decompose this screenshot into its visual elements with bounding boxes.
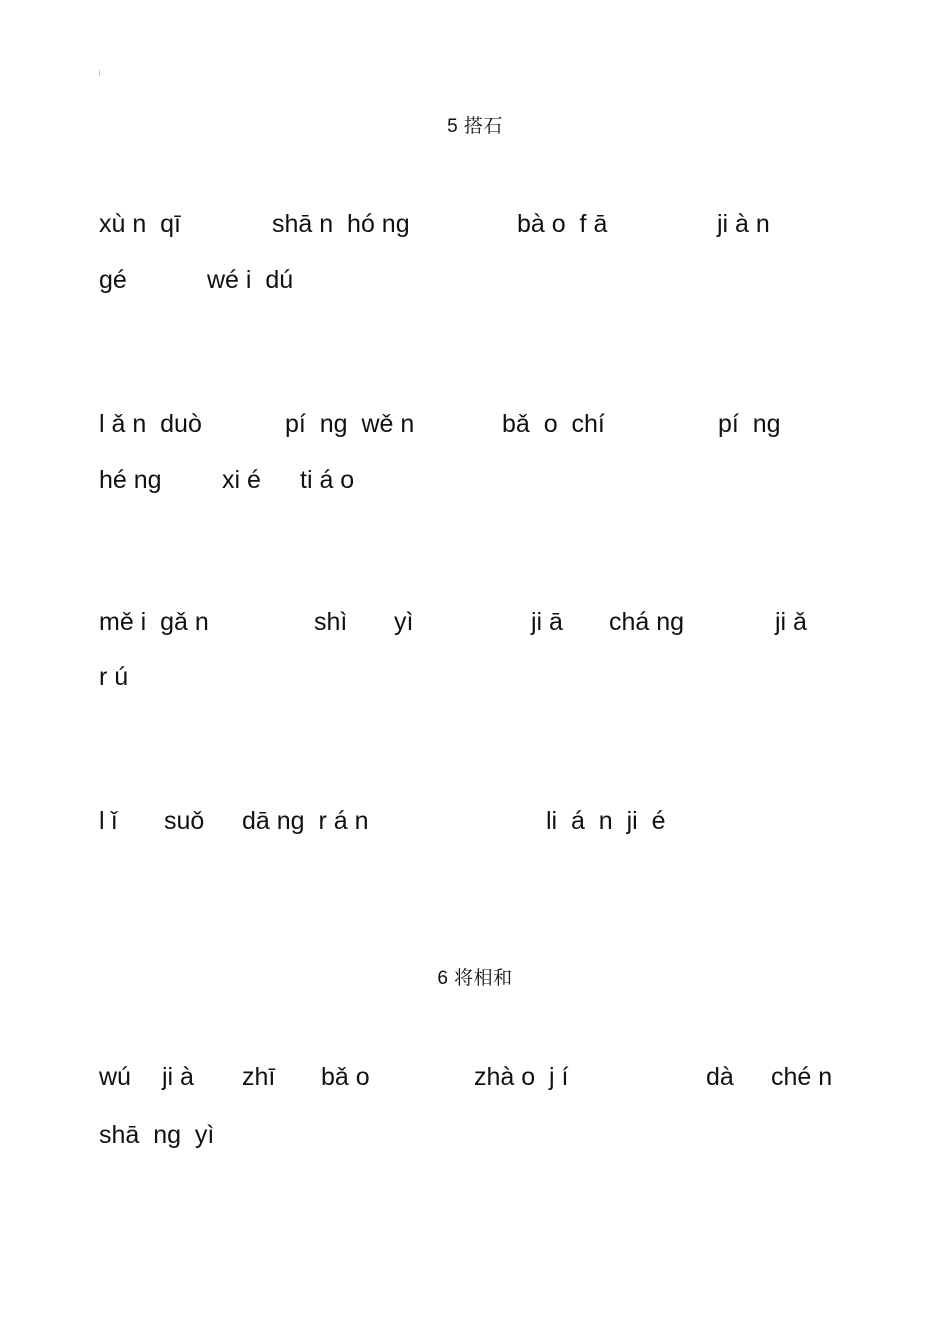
pinyin-word: r ú [99, 663, 129, 691]
pinyin-word: ché n [771, 1063, 833, 1091]
pinyin-word: zhī [242, 1063, 276, 1091]
pinyin-word: l ǐ [99, 807, 118, 835]
pinyin-word: wé i dú [207, 266, 294, 294]
pinyin-word: ji à n [717, 210, 770, 238]
pinyin-word: wú [99, 1063, 131, 1091]
pinyin-word: pí ng wě n [285, 410, 415, 438]
pinyin-word: hé ng [99, 466, 162, 494]
pinyin-word: yì [394, 608, 414, 636]
pinyin-word: chá ng [609, 608, 685, 636]
pinyin-word: ji à [162, 1063, 194, 1091]
pinyin-word: pí ng [718, 410, 781, 438]
pinyin-word: suǒ [164, 807, 205, 835]
pinyin-word: bǎ o [321, 1063, 370, 1091]
lesson-heading-6: 6 将相和 [437, 968, 513, 989]
pinyin-word: shā n hó ng [272, 210, 410, 238]
pinyin-word: xi é [222, 466, 261, 494]
corner-mark [99, 70, 100, 76]
pinyin-word: shì [314, 608, 348, 636]
pinyin-word: li á n ji é [546, 807, 666, 835]
pinyin-word: dà [706, 1063, 734, 1091]
pinyin-word: mě i gǎ n [99, 608, 209, 636]
pinyin-word: bǎ o chí [502, 410, 605, 438]
pinyin-word: ji ǎ [775, 608, 807, 636]
pinyin-word: ti á o [300, 466, 355, 494]
pinyin-word: shā ng yì [99, 1121, 215, 1149]
pinyin-word: l ǎ n duò [99, 410, 202, 438]
pinyin-word: bà o f ā [517, 210, 608, 238]
pinyin-word: dā ng r á n [242, 807, 369, 835]
pinyin-word: gé [99, 266, 127, 294]
pinyin-word: zhà o j í [474, 1063, 569, 1091]
lesson-heading-5: 5 搭石 [447, 116, 503, 137]
pinyin-word: xù n qī [99, 210, 181, 238]
pinyin-word: ji ā [531, 608, 563, 636]
